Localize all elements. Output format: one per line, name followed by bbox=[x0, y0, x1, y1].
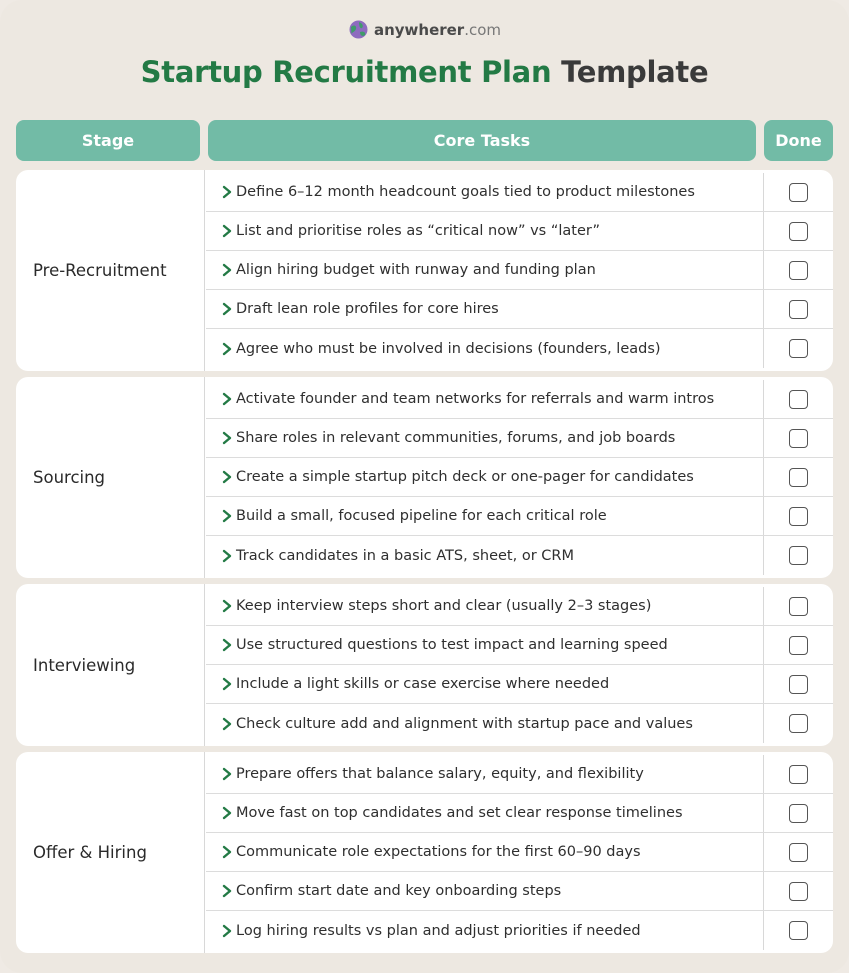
chevron-right-icon bbox=[220, 263, 234, 277]
chevron-right-icon bbox=[220, 302, 234, 316]
task-text: Align hiring budget with runway and funding plan bbox=[236, 262, 596, 278]
task-text: Define 6–12 month headcount goals tied to product milestones bbox=[236, 184, 695, 200]
header-done: Done bbox=[764, 120, 833, 161]
chevron-right-icon bbox=[220, 638, 234, 652]
done-cell bbox=[763, 704, 833, 743]
task-row bbox=[206, 290, 833, 329]
task-row bbox=[206, 665, 833, 704]
task-text: Confirm start date and key onboarding steps bbox=[236, 883, 562, 899]
task-text: Share roles in relevant communities, forums, and job boards bbox=[236, 430, 676, 446]
done-cell bbox=[763, 380, 833, 418]
brand bbox=[0, 19, 849, 40]
brand-name: anywherer bbox=[373, 20, 465, 39]
task-row bbox=[206, 794, 833, 833]
task-row bbox=[206, 173, 833, 212]
done-checkbox[interactable] bbox=[789, 507, 808, 526]
chevron-right-icon bbox=[220, 342, 234, 356]
done-checkbox[interactable] bbox=[789, 804, 808, 823]
task-row bbox=[206, 833, 833, 872]
done-cell bbox=[763, 173, 833, 211]
task-text: Track candidates in a basic ATS, sheet, or CRM bbox=[236, 547, 574, 564]
chevron-right-icon bbox=[220, 717, 234, 731]
stage-label: Interviewing bbox=[16, 584, 205, 746]
chevron-right-icon bbox=[220, 431, 234, 445]
task-text: Communicate role expectations for the first 60–90 days bbox=[236, 844, 641, 860]
globe-logo-icon bbox=[348, 19, 369, 40]
done-cell bbox=[763, 536, 833, 575]
done-checkbox[interactable] bbox=[789, 390, 808, 409]
chevron-right-icon bbox=[220, 767, 234, 781]
chevron-right-icon bbox=[220, 185, 234, 199]
done-cell bbox=[763, 458, 833, 496]
task-row bbox=[206, 872, 833, 911]
done-cell bbox=[763, 911, 833, 950]
task-row bbox=[206, 380, 833, 419]
chevron-right-icon bbox=[220, 549, 234, 563]
done-checkbox[interactable] bbox=[789, 765, 808, 784]
task-rows bbox=[206, 380, 833, 575]
done-checkbox[interactable] bbox=[789, 339, 808, 358]
done-cell bbox=[763, 251, 833, 289]
done-checkbox[interactable] bbox=[789, 183, 808, 202]
task-row bbox=[206, 497, 833, 536]
done-checkbox[interactable] bbox=[789, 921, 808, 940]
task-row bbox=[206, 536, 833, 575]
done-cell bbox=[763, 587, 833, 625]
task-row bbox=[206, 587, 833, 626]
task-text: Agree who must be involved in decisions (founders, leads) bbox=[236, 340, 661, 357]
header-stage: Stage bbox=[16, 120, 200, 161]
done-cell bbox=[763, 329, 833, 368]
task-text: Keep interview steps short and clear (usually 2–3 stages) bbox=[236, 598, 652, 614]
task-text: Move fast on top candidates and set clear response timelines bbox=[236, 805, 683, 821]
task-row bbox=[206, 626, 833, 665]
done-checkbox[interactable] bbox=[789, 222, 808, 241]
task-text: Prepare offers that balance salary, equity, and flexibility bbox=[236, 766, 644, 782]
task-text: Check culture add and alignment with startup pace and values bbox=[236, 715, 693, 732]
done-cell bbox=[763, 497, 833, 535]
chevron-right-icon bbox=[220, 924, 234, 938]
task-row bbox=[206, 251, 833, 290]
stage-label: Offer & Hiring bbox=[16, 752, 205, 953]
chevron-right-icon bbox=[220, 677, 234, 691]
task-text: Create a simple startup pitch deck or one-pager for candidates bbox=[236, 469, 694, 485]
header-core-tasks: Core Tasks bbox=[208, 120, 756, 161]
task-text: Draft lean role profiles for core hires bbox=[236, 301, 499, 317]
task-row bbox=[206, 419, 833, 458]
stage-section bbox=[16, 584, 833, 746]
task-row bbox=[206, 329, 833, 368]
done-cell bbox=[763, 419, 833, 457]
task-text: Use structured questions to test impact and learning speed bbox=[236, 637, 668, 653]
done-checkbox[interactable] bbox=[789, 675, 808, 694]
done-cell bbox=[763, 872, 833, 910]
done-checkbox[interactable] bbox=[789, 261, 808, 280]
task-text: Include a light skills or case exercise where needed bbox=[236, 676, 610, 692]
done-cell bbox=[763, 755, 833, 793]
chevron-right-icon bbox=[220, 845, 234, 859]
done-cell bbox=[763, 626, 833, 664]
page-title bbox=[0, 55, 849, 89]
stage-section bbox=[16, 377, 833, 578]
chevron-right-icon bbox=[220, 884, 234, 898]
task-text: Activate founder and team networks for referrals and warm intros bbox=[236, 391, 715, 407]
task-row bbox=[206, 212, 833, 251]
task-text: List and prioritise roles as “critical now” vs “later” bbox=[236, 223, 600, 239]
title-rest: Template bbox=[561, 55, 709, 89]
stage-section bbox=[16, 752, 833, 953]
done-cell bbox=[763, 290, 833, 328]
stage-label: Sourcing bbox=[16, 377, 205, 578]
chevron-right-icon bbox=[220, 509, 234, 523]
done-checkbox[interactable] bbox=[789, 546, 808, 565]
task-text: Log hiring results vs plan and adjust priorities if needed bbox=[236, 922, 641, 939]
done-cell bbox=[763, 794, 833, 832]
stage-label: Pre-Recruitment bbox=[16, 170, 205, 371]
stage-section bbox=[16, 170, 833, 371]
done-checkbox[interactable] bbox=[789, 597, 808, 616]
chevron-right-icon bbox=[220, 806, 234, 820]
task-rows bbox=[206, 755, 833, 950]
chevron-right-icon bbox=[220, 599, 234, 613]
done-checkbox[interactable] bbox=[789, 468, 808, 487]
chevron-right-icon bbox=[220, 392, 234, 406]
task-row bbox=[206, 911, 833, 950]
done-checkbox[interactable] bbox=[789, 714, 808, 733]
done-checkbox[interactable] bbox=[789, 843, 808, 862]
brand-suffix: .com bbox=[464, 20, 502, 39]
done-checkbox[interactable] bbox=[789, 300, 808, 319]
done-cell bbox=[763, 665, 833, 703]
done-cell bbox=[763, 212, 833, 250]
task-row bbox=[206, 755, 833, 794]
task-row bbox=[206, 704, 833, 743]
task-rows bbox=[206, 173, 833, 368]
done-checkbox[interactable] bbox=[789, 882, 808, 901]
chevron-right-icon bbox=[220, 470, 234, 484]
chevron-right-icon bbox=[220, 224, 234, 238]
done-cell bbox=[763, 833, 833, 871]
title-highlight: Startup Recruitment Plan bbox=[140, 55, 552, 89]
task-text: Build a small, focused pipeline for each critical role bbox=[236, 508, 607, 524]
task-rows bbox=[206, 587, 833, 743]
done-checkbox[interactable] bbox=[789, 636, 808, 655]
done-checkbox[interactable] bbox=[789, 429, 808, 448]
task-row bbox=[206, 458, 833, 497]
